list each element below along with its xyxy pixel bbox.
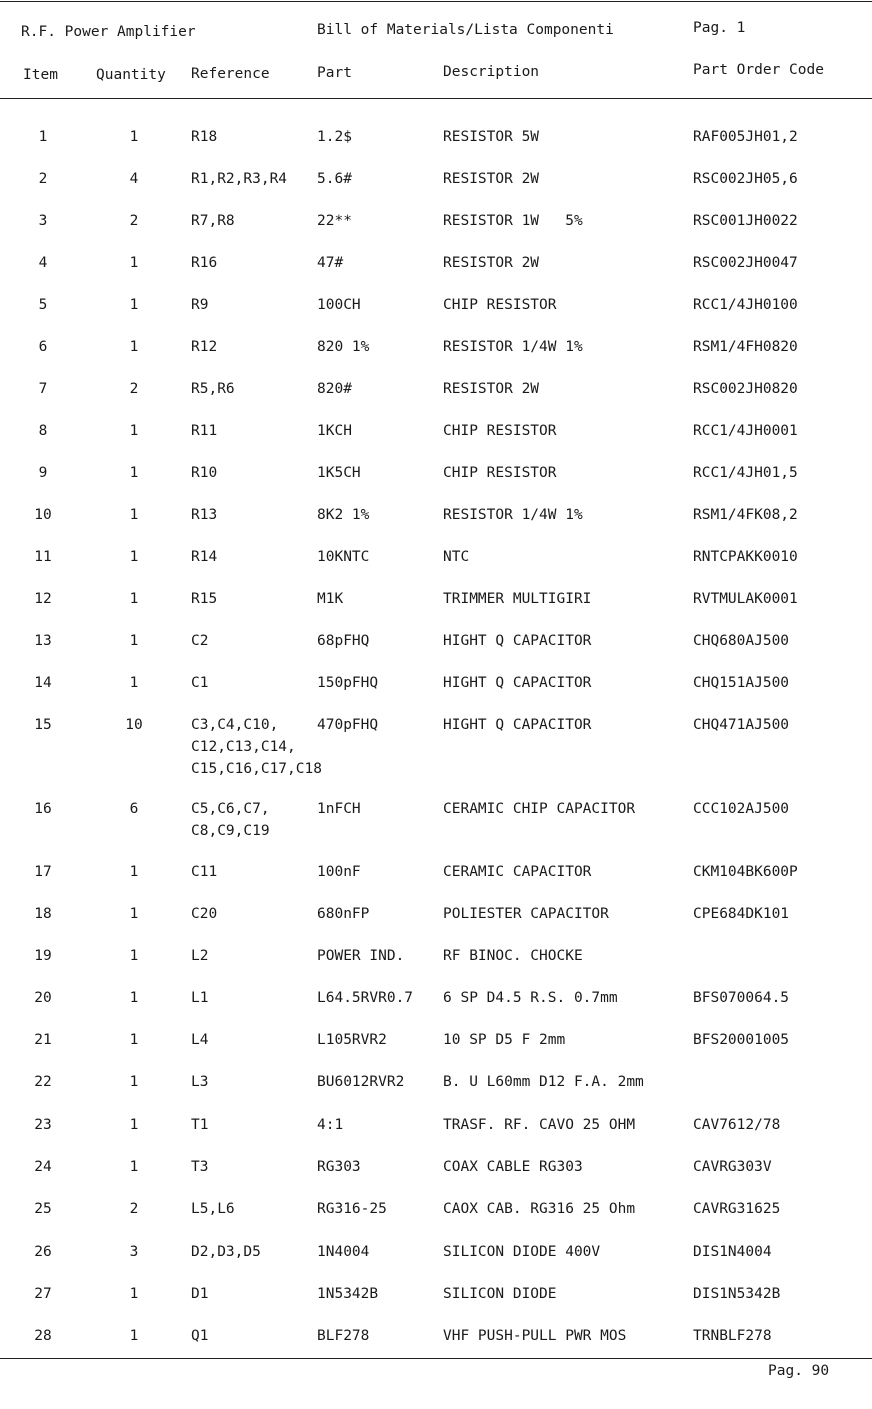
row-part: 8K2 1% xyxy=(317,507,370,523)
row-reference: D2,D3,D5 xyxy=(191,1244,261,1260)
row-quantity: 1 xyxy=(129,297,139,313)
row-quantity: 2 xyxy=(129,381,139,397)
row-part-order-code: RSC002JH0820 xyxy=(693,381,798,397)
row-part-order-code: RAF005JH01,2 xyxy=(693,129,798,145)
row-quantity: 6 xyxy=(129,801,139,817)
row-reference: C3,C4,C10, C12,C13,C14, C15,C16,C17,C18 xyxy=(191,717,322,777)
row-part: L64.5RVR0.7 xyxy=(317,990,414,1006)
row-part-order-code: RSC002JH05,6 xyxy=(693,171,798,187)
row-item: 19 xyxy=(34,948,52,964)
document-title: R.F. Power Amplifier xyxy=(21,24,196,40)
row-description: CHIP RESISTOR xyxy=(443,465,557,481)
row-part: 100CH xyxy=(317,297,361,313)
row-quantity: 2 xyxy=(129,213,139,229)
row-part-order-code: RCC1/4JH01,5 xyxy=(693,465,798,481)
row-description: RESISTOR 2W xyxy=(443,255,540,271)
row-part: 680nFP xyxy=(317,906,370,922)
bottom-rule xyxy=(0,1358,872,1359)
row-reference: L4 xyxy=(191,1032,209,1048)
row-reference: R5,R6 xyxy=(191,381,235,397)
row-quantity: 1 xyxy=(129,507,139,523)
row-item: 9 xyxy=(38,465,48,481)
header-rule xyxy=(0,98,872,99)
row-reference: R12 xyxy=(191,339,218,355)
row-item: 8 xyxy=(38,423,48,439)
row-reference: R14 xyxy=(191,549,218,565)
row-quantity: 1 xyxy=(129,1074,139,1090)
row-item: 27 xyxy=(34,1286,52,1302)
row-description: RESISTOR 1/4W 1% xyxy=(443,507,583,523)
row-description: 6 SP D4.5 R.S. 0.7mm xyxy=(443,990,618,1006)
row-description: CHIP RESISTOR xyxy=(443,297,557,313)
row-description: COAX CABLE RG303 xyxy=(443,1159,583,1175)
row-part-order-code: RSC002JH0047 xyxy=(693,255,798,271)
row-item: 16 xyxy=(34,801,52,817)
row-part: L105RVR2 xyxy=(317,1032,387,1048)
row-description: SILICON DIODE 400V xyxy=(443,1244,601,1260)
row-part: M1K xyxy=(317,591,344,607)
row-item: 25 xyxy=(34,1201,52,1217)
row-description: B. U L60mm D12 F.A. 2mm xyxy=(443,1074,644,1090)
row-reference: L2 xyxy=(191,948,209,964)
row-reference: T3 xyxy=(191,1159,209,1175)
row-part-order-code: DIS1N5342B xyxy=(693,1286,781,1302)
row-part: 10KNTC xyxy=(317,549,370,565)
row-description: CHIP RESISTOR xyxy=(443,423,557,439)
row-item: 23 xyxy=(34,1117,52,1133)
row-reference: C20 xyxy=(191,906,218,922)
row-description: RESISTOR 1W 5% xyxy=(443,213,583,229)
row-part: 1.2$ xyxy=(317,129,352,145)
row-item: 15 xyxy=(34,717,52,733)
column-header-reference: Reference xyxy=(191,66,270,82)
row-part-order-code: CAVRG303V xyxy=(693,1159,772,1175)
row-description: RESISTOR 5W xyxy=(443,129,540,145)
row-reference: L1 xyxy=(191,990,209,1006)
row-description: 10 SP D5 F 2mm xyxy=(443,1032,566,1048)
row-part: 1N4004 xyxy=(317,1244,370,1260)
row-reference: R1,R2,R3,R4 xyxy=(191,171,288,187)
row-part-order-code: RVTMULAK0001 xyxy=(693,591,798,607)
row-reference: C5,C6,C7, C8,C9,C19 xyxy=(191,801,270,839)
column-header-part-order-code: Part Order Code xyxy=(693,62,824,78)
row-reference: R18 xyxy=(191,129,218,145)
row-quantity: 1 xyxy=(129,255,139,271)
row-reference: C11 xyxy=(191,864,218,880)
row-part: BU6012RVR2 xyxy=(317,1074,405,1090)
row-quantity: 1 xyxy=(129,633,139,649)
row-part: 47# xyxy=(317,255,344,271)
row-part: RG316-25 xyxy=(317,1201,387,1217)
column-header-description: Description xyxy=(443,64,540,80)
column-header-quantity: Quantity xyxy=(96,67,166,83)
row-part-order-code: RCC1/4JH0100 xyxy=(693,297,798,313)
column-header-part: Part xyxy=(317,65,352,81)
row-item: 4 xyxy=(38,255,48,271)
row-part: 820# xyxy=(317,381,352,397)
row-part: RG303 xyxy=(317,1159,361,1175)
row-description: HIGHT Q CAPACITOR xyxy=(443,633,592,649)
row-reference: L3 xyxy=(191,1074,209,1090)
row-quantity: 10 xyxy=(125,717,143,733)
row-reference: C1 xyxy=(191,675,209,691)
row-part: 4:1 xyxy=(317,1117,344,1133)
row-item: 12 xyxy=(34,591,52,607)
row-item: 7 xyxy=(38,381,48,397)
row-description: CERAMIC CHIP CAPACITOR xyxy=(443,801,636,817)
row-part: 1N5342B xyxy=(317,1286,379,1302)
row-reference: R9 xyxy=(191,297,209,313)
row-quantity: 1 xyxy=(129,1159,139,1175)
row-part-order-code: RSM1/4FH0820 xyxy=(693,339,798,355)
row-description: POLIESTER CAPACITOR xyxy=(443,906,609,922)
row-item: 14 xyxy=(34,675,52,691)
row-description: CERAMIC CAPACITOR xyxy=(443,864,592,880)
row-part: 1K5CH xyxy=(317,465,361,481)
row-part: 150pFHQ xyxy=(317,675,379,691)
row-part-order-code: CKM104BK600P xyxy=(693,864,798,880)
row-reference: C2 xyxy=(191,633,209,649)
row-part-order-code: CAV7612/78 xyxy=(693,1117,781,1133)
row-item: 21 xyxy=(34,1032,52,1048)
row-quantity: 1 xyxy=(129,465,139,481)
row-part: 1KCH xyxy=(317,423,352,439)
row-part: 22** xyxy=(317,213,352,229)
row-item: 26 xyxy=(34,1244,52,1260)
row-part-order-code: TRNBLF278 xyxy=(693,1328,772,1344)
row-part-order-code: CPE684DK101 xyxy=(693,906,790,922)
row-description: VHF PUSH-PULL PWR MOS xyxy=(443,1328,627,1344)
row-quantity: 1 xyxy=(129,339,139,355)
row-description: CAOX CAB. RG316 25 Ohm xyxy=(443,1201,636,1217)
row-description: NTC xyxy=(443,549,470,565)
row-item: 6 xyxy=(38,339,48,355)
row-part-order-code: RSC001JH0022 xyxy=(693,213,798,229)
row-quantity: 1 xyxy=(129,591,139,607)
row-description: RESISTOR 1/4W 1% xyxy=(443,339,583,355)
row-reference: D1 xyxy=(191,1286,209,1302)
row-quantity: 2 xyxy=(129,1201,139,1217)
row-part: POWER IND. xyxy=(317,948,405,964)
row-reference: R16 xyxy=(191,255,218,271)
row-item: 1 xyxy=(38,129,48,145)
row-part-order-code: CHQ471AJ500 xyxy=(693,717,790,733)
row-item: 3 xyxy=(38,213,48,229)
row-description: HIGHT Q CAPACITOR xyxy=(443,675,592,691)
row-description: TRIMMER MULTIGIRI xyxy=(443,591,592,607)
row-quantity: 1 xyxy=(129,864,139,880)
row-part: 68pFHQ xyxy=(317,633,370,649)
row-quantity: 1 xyxy=(129,423,139,439)
row-part: 5.6# xyxy=(317,171,352,187)
row-reference: L5,L6 xyxy=(191,1201,235,1217)
row-item: 22 xyxy=(34,1074,52,1090)
row-part: 470pFHQ xyxy=(317,717,379,733)
row-part-order-code: BFS20001005 xyxy=(693,1032,790,1048)
row-reference: R15 xyxy=(191,591,218,607)
top-rule xyxy=(0,1,872,2)
row-item: 5 xyxy=(38,297,48,313)
row-part-order-code: CHQ680AJ500 xyxy=(693,633,790,649)
row-item: 28 xyxy=(34,1328,52,1344)
row-description: RESISTOR 2W xyxy=(443,381,540,397)
header-page-number: Pag. 1 xyxy=(693,20,746,36)
row-reference: R7,R8 xyxy=(191,213,235,229)
row-part: 100nF xyxy=(317,864,361,880)
row-description: RESISTOR 2W xyxy=(443,171,540,187)
row-description: TRASF. RF. CAVO 25 OHM xyxy=(443,1117,636,1133)
row-part-order-code: BFS070064.5 xyxy=(693,990,790,1006)
row-reference: R13 xyxy=(191,507,218,523)
row-item: 20 xyxy=(34,990,52,1006)
row-quantity: 1 xyxy=(129,1032,139,1048)
row-part: 1nFCH xyxy=(317,801,361,817)
row-part: BLF278 xyxy=(317,1328,370,1344)
row-part-order-code: RCC1/4JH0001 xyxy=(693,423,798,439)
row-item: 11 xyxy=(34,549,52,565)
row-part-order-code: DIS1N4004 xyxy=(693,1244,772,1260)
row-item: 10 xyxy=(34,507,52,523)
row-quantity: 1 xyxy=(129,129,139,145)
row-part-order-code: RNTCPAKK0010 xyxy=(693,549,798,565)
row-item: 17 xyxy=(34,864,52,880)
row-quantity: 3 xyxy=(129,1244,139,1260)
row-part-order-code: CCC102AJ500 xyxy=(693,801,790,817)
row-part-order-code: CAVRG31625 xyxy=(693,1201,781,1217)
row-part-order-code: CHQ151AJ500 xyxy=(693,675,790,691)
row-part-order-code: RSM1/4FK08,2 xyxy=(693,507,798,523)
row-reference: Q1 xyxy=(191,1328,209,1344)
footer-page-number: Pag. 90 xyxy=(768,1363,830,1379)
row-part: 820 1% xyxy=(317,339,370,355)
row-quantity: 1 xyxy=(129,1117,139,1133)
row-quantity: 1 xyxy=(129,948,139,964)
row-quantity: 1 xyxy=(129,906,139,922)
row-reference: R11 xyxy=(191,423,218,439)
row-item: 24 xyxy=(34,1159,52,1175)
row-reference: R10 xyxy=(191,465,218,481)
row-quantity: 4 xyxy=(129,171,139,187)
row-quantity: 1 xyxy=(129,1286,139,1302)
row-description: HIGHT Q CAPACITOR xyxy=(443,717,592,733)
row-quantity: 1 xyxy=(129,990,139,1006)
row-quantity: 1 xyxy=(129,549,139,565)
row-item: 2 xyxy=(38,171,48,187)
row-item: 18 xyxy=(34,906,52,922)
column-header-item: Item xyxy=(23,67,58,83)
row-quantity: 1 xyxy=(129,1328,139,1344)
row-description: RF BINOC. CHOCKE xyxy=(443,948,583,964)
row-item: 13 xyxy=(34,633,52,649)
document-subtitle: Bill of Materials/Lista Componenti xyxy=(317,22,614,38)
row-reference: T1 xyxy=(191,1117,209,1133)
row-description: SILICON DIODE xyxy=(443,1286,557,1302)
row-quantity: 1 xyxy=(129,675,139,691)
